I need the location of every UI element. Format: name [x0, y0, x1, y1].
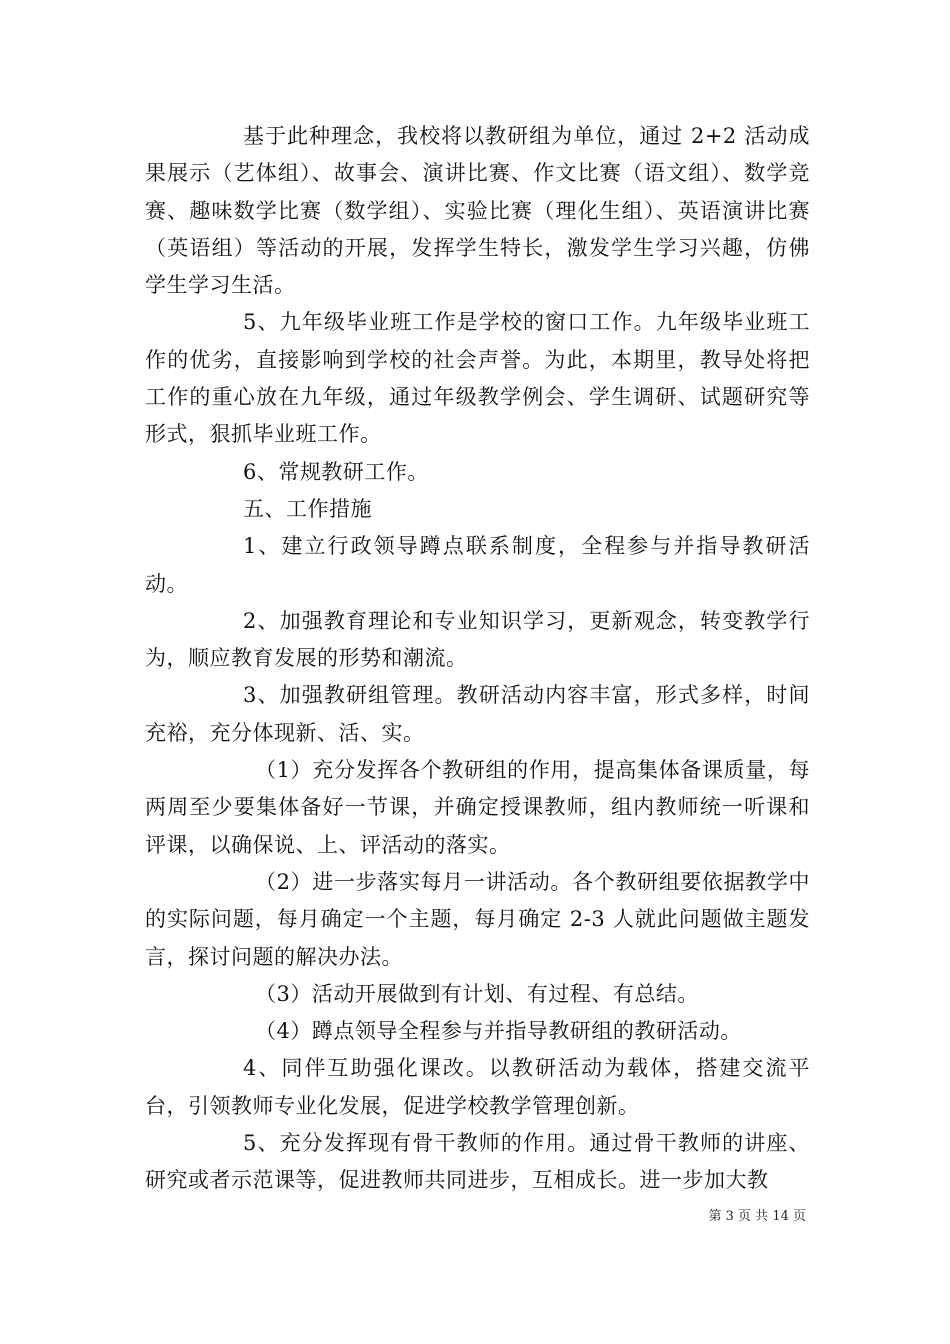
- paragraph-10: （3）活动开展做到有计划、有过程、有总结。: [255, 981, 699, 1006]
- paragraph-5: 1、建立行政领导蹲点联系制度，全程参与并指导教研活动。: [145, 534, 810, 596]
- paragraph-1: 基于此种理念，我校将以教研组为单位，通过 2+2 活动成果展示（艺体组）、故事会、演讲比赛、作文比赛（语文组）、数学竞赛、趣味数学比赛（数学组）、实验比赛（理化生组）、英语演讲比赛（英语组）等活动的开展，发挥学生特长，激发学生学习兴趣，仿佛学生学习生活。: [145, 124, 810, 298]
- page-number-footer: 第 3 页 共 14 页: [708, 1209, 806, 1224]
- paragraph-6: 2、加强教育理论和专业知识学习，更新观念，转变教学行为，顺应教育发展的形势和潮流。: [145, 608, 810, 671]
- paragraph-3: 6、常规教研工作。: [243, 459, 429, 484]
- paragraph-9: （2）进一步落实每月一讲活动。各个教研组要依据教学中的实际问题，每月确定一个主题，每月确定 2-3 人就此问题做主题发言，探讨问题的解决办法。: [145, 869, 810, 969]
- paragraph-8: （1）充分发挥各个教研组的作用，提高集体备课质量，每两周至少要集体备好一节课，并确定授课教师，组内教师统一听课和评课，以确保说、上、评活动的落实。: [145, 758, 810, 857]
- document-body: [145, 118, 810, 1200]
- paragraph-7: 3、加强教研组管理。教研活动内容丰富，形式多样，时间充裕，充分体现新、活、实。: [145, 683, 810, 745]
- section-heading: 五、工作措施: [243, 496, 372, 521]
- paragraph-2: 5、九年级毕业班工作是学校的窗口工作。九年级毕业班工作的优劣，直接影响到学校的社会声誉。为此，本期里，教导处将把工作的重心放在九年级，通过年级教学例会、学生调研、试题研究等形式，狠抓毕业班工作。: [145, 310, 810, 447]
- paragraph-11: （4）蹲点领导全程参与并指导教研组的教研活动。: [255, 1019, 742, 1044]
- paragraph-12: 4、同伴互助强化课改。以教研活动为载体，搭建交流平台，引领教师专业化发展，促进学校教学管理创新。: [145, 1056, 810, 1118]
- paragraph-13: 5、充分发挥现有骨干教师的作用。通过骨干教师的讲座、研究或者示范课等，促进教师共同进步，互相成长。进一步加大教: [145, 1131, 810, 1193]
